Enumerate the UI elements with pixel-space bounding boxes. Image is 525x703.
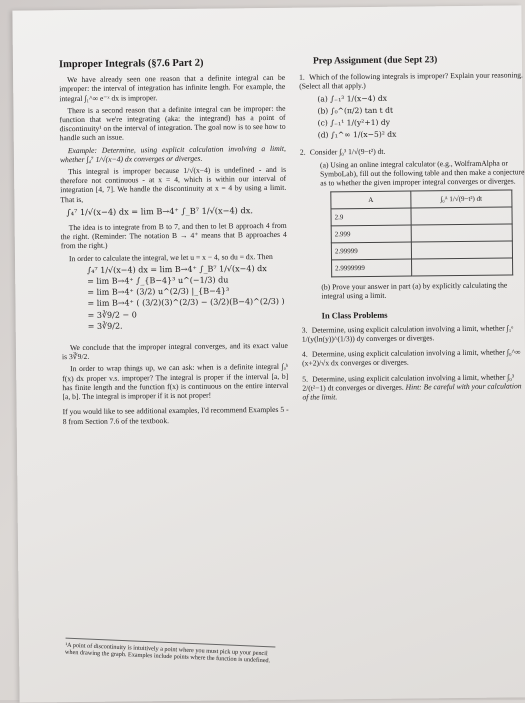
question-5-hint: Hint: Be careful with your calculation of the limit. [302,381,522,402]
table-cell-a: 2.999 [331,225,411,243]
extra-examples-paragraph: If you would like to see additional examples, I'd recommend Examples 5 - 8 from Section 7.6 of the textbook. [62,405,289,426]
question-5-text: Determine, using explicit calculation involving a limit, whether ∫₀³ 2/(t²−1) dt converges or diverges. [302,372,515,393]
left-column [59,58,289,429]
right-column [299,55,525,405]
question-2a: (a) Using an online integral calculator (e.g., WolframAlpha or SymboLab), fill out the following table and then make a conjecture as to whether the given improper integral converges or diverges. [319,158,525,188]
limit-equation: ∫₄⁷ 1/√(x−4) dx = lim B→4⁺ ∫_B⁷ 1/√(x−4) dx. [66,205,253,217]
question-1: 1. Which of the following integrals is improper? Explain your reasoning. (Select all that apply.) [299,70,523,92]
table-row [331,207,512,226]
worksheet-page [12,5,525,702]
idea-paragraph: The idea is to integrate from B to 7, and then to let B approach 4 from the right. (Reminder: The notation B → 4⁺ means that B approaches 4 from the right.) [60,220,287,251]
calc-step-1: ∫₄⁷ 1/√(x−4) dx = lim B→4⁺ ∫_B⁷ 1/√(x−4) dx [87,263,267,275]
table-header-integral: ∫₀ᴬ 1/√(9−t²) dt [410,190,512,208]
table-cell-a: 2.9 [331,208,411,226]
calc-step-4: = lim B→4⁺ ( (3/2)(3)^(2/3) − (3/2)(B−4)^(2/3) ) [87,297,285,309]
question-4: 4. Determine, using explicit calculation involving a limit, whether ∫₀^∞ (x+2)/√x dx converges or diverges. [301,347,521,369]
table-cell-blank[interactable] [411,258,513,276]
example-body: This integral is improper because 1/√(x−4) is undefined - and is therefore not continuous - at x = 4, which is within our interval of integration [4, 7]. We handle the discontinuity at x = 4 by using a limit. That is, [60,164,287,204]
calc-step-5: = 3∛9/2 − 0 [87,310,137,320]
substitution-paragraph: In order to calculate the integral, we let u = x − 4, so du = dx. Then [68,251,273,263]
page-title: Improper Integrals (§7.6 Part 2) [58,57,204,71]
table-cell-blank[interactable] [411,207,513,225]
integral-table [330,190,513,278]
question-1-option-d: (d) ∫₁^∞ 1/(x−5)² dx [317,129,397,140]
table-cell-blank[interactable] [411,241,513,259]
question-2: 2. Consider ∫₀³ 1/√(9−t²) dt. [299,147,386,158]
intro-paragraph: We have already seen one reason that a definite integral can be improper: the interval of integration has infinite length. For example, the integral ∫₁^∞ e⁻ˣ dx is improper. [59,73,286,103]
conclusion-paragraph: We conclude that the improper integral converges, and its exact value is 3∛9/2. [61,340,288,362]
question-5: 5. Determine, using explicit calculation involving a limit, whether ∫₀³ 2/(t²−1) dt converges or diverges. Hint: Be careful with your calculation of the limit. [302,372,522,402]
calc-step-3: = lim B→4⁺ (3/2) u^(2/3) |_{B−4}³ [87,286,230,298]
question-1-option-a: (a) ∫₋₁³ 1/(x−4) dx [317,93,388,104]
second-reason-paragraph: There is a second reason that a definite integral can be improper: the function that we're integrating (aka: the integrand) has a point of discontinuity¹ on the interval of integration. The goal now is to see how to handle such an issue. [59,103,286,143]
question-1-option-c: (c) ∫₋₁¹ 1/(y²+1) dy [317,117,391,128]
question-2b: (b) Prove your answer in part (a) by explicitly calculating the integral using a limit. [321,280,508,301]
table-cell-blank[interactable] [411,224,513,242]
calc-step-6: = 3∛9/2. [87,321,123,331]
question-3: 3. Determine, using explicit calculation involving a limit, whether ∫₁ᵉ 1/(y(ln(y))^(1/3)) dy converges or diverges. [301,323,514,344]
footnote: ¹A point of discontinuity is intuitively a point where you must pick up your pencil when drawing the graph. Examples include points where the function is undefined. [65,638,276,665]
question-3-text: Determine, using explicit calculation involving a limit, whether ∫₁ᵉ 1/(y(ln(y))^(1/3)) dy converges or diverges. [301,323,514,344]
wrap-up-paragraph: In order to wrap things up, we can ask: when is a definite integral ∫ₐᵇ f(x) dx proper v.s. improper? The integral is proper if the interval [a, b] has finite length and the function f(x) is continuous on the entire interval [a, b]. The integral is improper if it is not proper! [62,362,289,402]
table-row [332,258,513,277]
table-row [331,241,512,260]
question-2-text: Consider ∫₀³ 1/√(9−t²) dt. [309,147,386,157]
question-4-text: Determine, using explicit calculation involving a limit, whether ∫₀^∞ (x+2)/√x dx converges or diverges. [302,347,521,369]
question-1-option-b: (b) ∫₀^(π/2) tan t dt [317,105,394,116]
in-class-heading: In Class Problems [321,309,388,321]
example-statement: Example: Determine, using explicit calculation involving a limit, whether ∫₄⁷ 1/√(x−4) dx converges or diverges. [59,143,286,165]
calc-step-2: = lim B→4⁺ ∫_{B−4}³ u^(−1/3) du [87,275,229,286]
question-1-text: Which of the following integrals is improper? Explain your reasoning. (Select all that apply.) [299,70,523,92]
prep-assignment-title: Prep Assignment (due Sept 23) [312,55,438,67]
table-header-a: A [331,191,411,209]
table-cell-a: 2.9999999 [332,259,412,277]
table-header-row [331,190,512,209]
table-row [331,224,512,243]
table-cell-a: 2.99999 [331,242,411,260]
